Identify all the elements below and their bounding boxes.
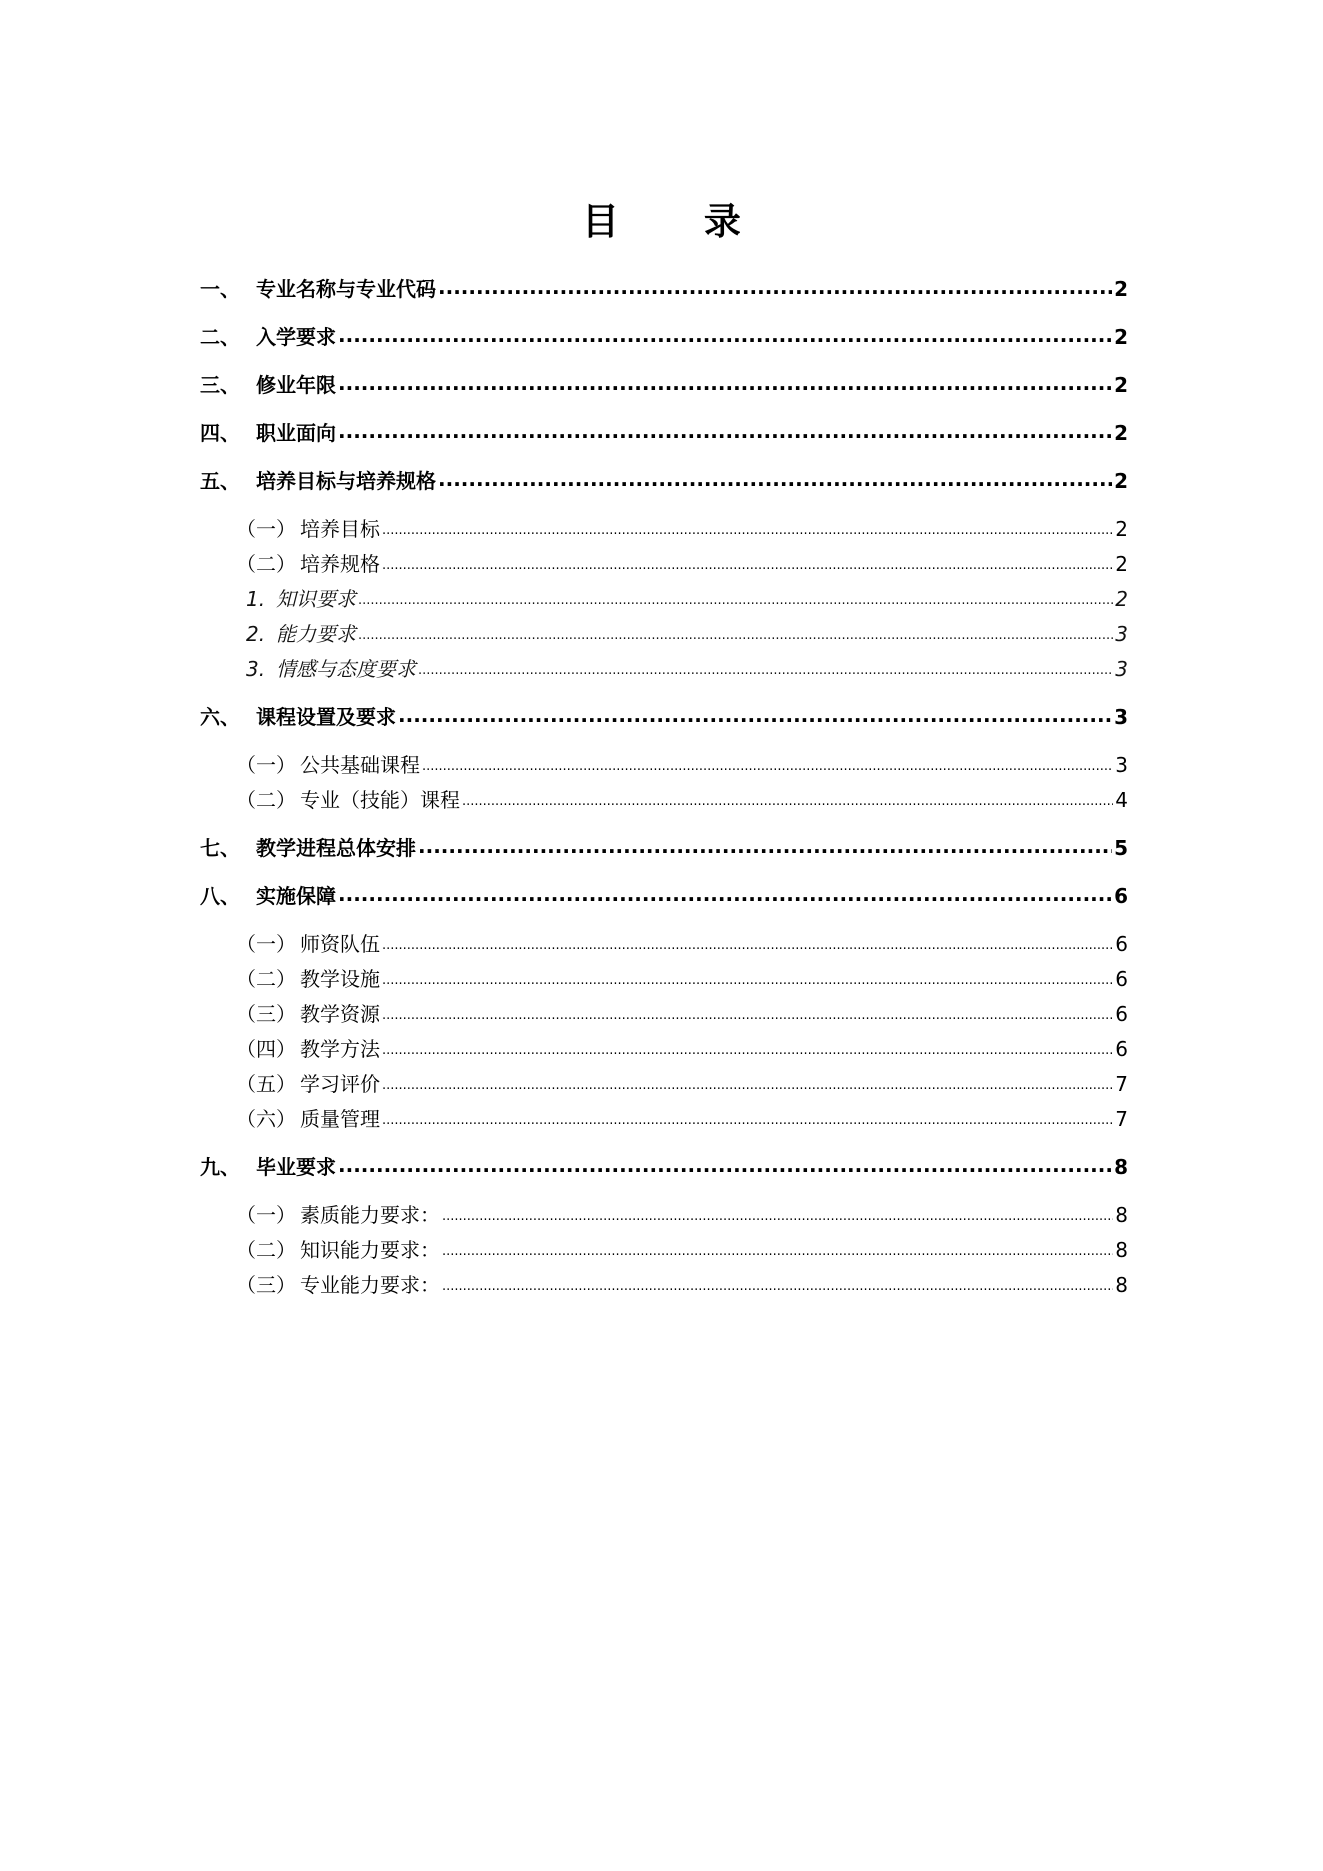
toc-entry-level2[interactable] <box>236 1272 1128 1298</box>
toc-entry-label: 教学设施 <box>300 967 380 991</box>
toc-entry-label: 专业名称与专业代码 <box>256 277 436 301</box>
toc-entry-label: 培养规格 <box>300 552 380 576</box>
dot-leader <box>442 1270 1113 1300</box>
toc-entry-label: 学习评价 <box>300 1072 380 1096</box>
toc-entry-level2[interactable] <box>236 551 1128 577</box>
toc-entry-number: （二） <box>236 967 296 991</box>
toc-entry-level1[interactable] <box>200 883 1128 909</box>
toc-entry-label: 教学资源 <box>300 1002 380 1026</box>
toc-entry-level2[interactable] <box>236 931 1128 957</box>
toc-entry-level3[interactable] <box>246 621 1128 647</box>
toc-entry-level1[interactable] <box>200 1154 1128 1180</box>
toc-entry-page-number: 6 <box>1115 932 1128 956</box>
toc-entry-label: 毕业要求 <box>256 1155 336 1179</box>
toc-entry-page-number: 4 <box>1115 788 1128 812</box>
toc-entry-number: 一、 <box>200 277 240 301</box>
dot-leader <box>358 584 1113 614</box>
toc-entry-label: 素质能力要求： <box>300 1203 440 1227</box>
toc-entry-level3[interactable] <box>246 656 1128 682</box>
toc-entry-number: 四、 <box>200 421 240 445</box>
toc-entry-page-number: 2 <box>1115 587 1128 611</box>
toc-entry-number: （四） <box>236 1037 296 1061</box>
toc-entry-page-number: 3 <box>1115 622 1128 646</box>
toc-entry-label: 入学要求 <box>256 325 336 349</box>
toc-entry-number: （六） <box>236 1107 296 1131</box>
toc-entry-number: （一） <box>236 932 296 956</box>
toc-entry-number: （三） <box>236 1273 296 1297</box>
toc-entry-page-number: 3 <box>1114 705 1128 729</box>
toc-entry-level1[interactable] <box>200 835 1128 861</box>
dot-leader <box>418 833 1112 859</box>
toc-entry-number: （二） <box>236 1238 296 1262</box>
toc-entry-label: 知识能力要求： <box>300 1238 440 1262</box>
toc-entry-page-number: 6 <box>1114 884 1128 908</box>
dot-leader <box>462 785 1113 815</box>
dot-leader <box>442 1235 1113 1265</box>
dot-leader <box>338 322 1112 348</box>
toc-entry-page-number: 8 <box>1115 1238 1128 1262</box>
toc-entry-label: 实施保障 <box>256 884 336 908</box>
toc-entry-number: 五、 <box>200 469 240 493</box>
dot-leader <box>382 514 1113 544</box>
toc-entry-label: 知识要求 <box>276 587 356 611</box>
toc-entry-level2[interactable] <box>236 1237 1128 1263</box>
toc-entry-page-number: 6 <box>1115 1037 1128 1061</box>
toc-entry-level1[interactable] <box>200 372 1128 398</box>
dot-leader <box>382 1104 1113 1134</box>
toc-entry-number: 二、 <box>200 325 240 349</box>
dot-leader <box>358 619 1113 649</box>
toc-entry-page-number: 7 <box>1115 1072 1128 1096</box>
dot-leader <box>442 1200 1113 1230</box>
toc-entry-label: 修业年限 <box>256 373 336 397</box>
toc-entry-label: 能力要求 <box>276 622 356 646</box>
toc-entry-number: （五） <box>236 1072 296 1096</box>
toc-entry-label: 课程设置及要求 <box>256 705 396 729</box>
dot-leader <box>382 999 1113 1029</box>
toc-entry-label: 教学方法 <box>300 1037 380 1061</box>
toc-entry-number: （一） <box>236 753 296 777</box>
toc-entry-page-number: 2 <box>1114 277 1128 301</box>
toc-entry-page-number: 2 <box>1114 325 1128 349</box>
toc-entry-level2[interactable] <box>236 1202 1128 1228</box>
toc-entry-number: 1. <box>246 587 266 611</box>
toc-entry-level2[interactable] <box>236 966 1128 992</box>
toc-entry-level1[interactable] <box>200 468 1128 494</box>
toc-entry-level2[interactable] <box>236 1001 1128 1027</box>
toc-entry-level2[interactable] <box>236 1036 1128 1062</box>
toc-entry-page-number: 8 <box>1114 1155 1128 1179</box>
toc-entry-number: 3. <box>246 657 266 681</box>
toc-entry-number: 九、 <box>200 1155 240 1179</box>
toc-entry-label: 职业面向 <box>256 421 336 445</box>
toc-entry-level1[interactable] <box>200 704 1128 730</box>
toc-entry-number: 八、 <box>200 884 240 908</box>
toc-entry-number: （二） <box>236 788 296 812</box>
toc-entry-number: 三、 <box>200 373 240 397</box>
toc-entry-label: 公共基础课程 <box>300 753 420 777</box>
toc-entry-number: 七、 <box>200 836 240 860</box>
toc-entry-level3[interactable] <box>246 586 1128 612</box>
toc-entry-label: 专业（技能）课程 <box>300 788 460 812</box>
dot-leader <box>438 466 1112 492</box>
toc-entry-page-number: 3 <box>1115 753 1128 777</box>
toc-entry-label: 师资队伍 <box>300 932 380 956</box>
toc-entry-page-number: 3 <box>1115 657 1128 681</box>
toc-entry-level2[interactable] <box>236 752 1128 778</box>
toc-entry-level2[interactable] <box>236 516 1128 542</box>
dot-leader <box>422 750 1113 780</box>
toc-entry-label: 专业能力要求： <box>300 1273 440 1297</box>
toc-entry-label: 培养目标与培养规格 <box>256 469 436 493</box>
toc-entry-level1[interactable] <box>200 324 1128 350</box>
toc-entry-label: 质量管理 <box>300 1107 380 1131</box>
toc-entry-page-number: 2 <box>1114 469 1128 493</box>
toc-entry-number: 2. <box>246 622 266 646</box>
toc-entry-number: （一） <box>236 1203 296 1227</box>
toc-entry-page-number: 6 <box>1115 967 1128 991</box>
dot-leader <box>382 964 1113 994</box>
toc-entry-page-number: 8 <box>1115 1203 1128 1227</box>
dot-leader <box>418 654 1113 684</box>
toc-entry-page-number: 2 <box>1114 373 1128 397</box>
dot-leader <box>382 549 1113 579</box>
toc-entry-level2[interactable] <box>236 1071 1128 1097</box>
dot-leader <box>338 881 1112 907</box>
toc-entry-number: （二） <box>236 552 296 576</box>
toc-entry-level2[interactable] <box>236 787 1128 813</box>
toc-entry-label: 情感与态度要求 <box>276 657 416 681</box>
dot-leader <box>382 1034 1113 1064</box>
dot-leader <box>338 1152 1112 1178</box>
toc-entry-page-number: 2 <box>1114 421 1128 445</box>
dot-leader <box>382 929 1113 959</box>
toc-entry-number: 六、 <box>200 705 240 729</box>
toc-entry-page-number: 6 <box>1115 1002 1128 1026</box>
toc-entry-page-number: 2 <box>1115 517 1128 541</box>
toc-entry-label: 教学进程总体安排 <box>256 836 416 860</box>
dot-leader <box>338 370 1112 396</box>
dot-leader <box>338 418 1112 444</box>
toc-entry-label: 培养目标 <box>300 517 380 541</box>
dot-leader <box>438 274 1112 300</box>
toc-entry-number: （三） <box>236 1002 296 1026</box>
toc-entry-number: （一） <box>236 517 296 541</box>
dot-leader <box>398 702 1112 728</box>
toc-entry-page-number: 5 <box>1114 836 1128 860</box>
toc-entry-level1[interactable] <box>200 420 1128 446</box>
dot-leader <box>382 1069 1113 1099</box>
toc-entry-page-number: 2 <box>1115 552 1128 576</box>
toc-entry-page-number: 7 <box>1115 1107 1128 1131</box>
toc-entry-page-number: 8 <box>1115 1273 1128 1297</box>
toc-entry-level2[interactable] <box>236 1106 1128 1132</box>
toc-entry-level1[interactable] <box>200 276 1128 302</box>
page-title: 目 录 <box>582 200 777 243</box>
